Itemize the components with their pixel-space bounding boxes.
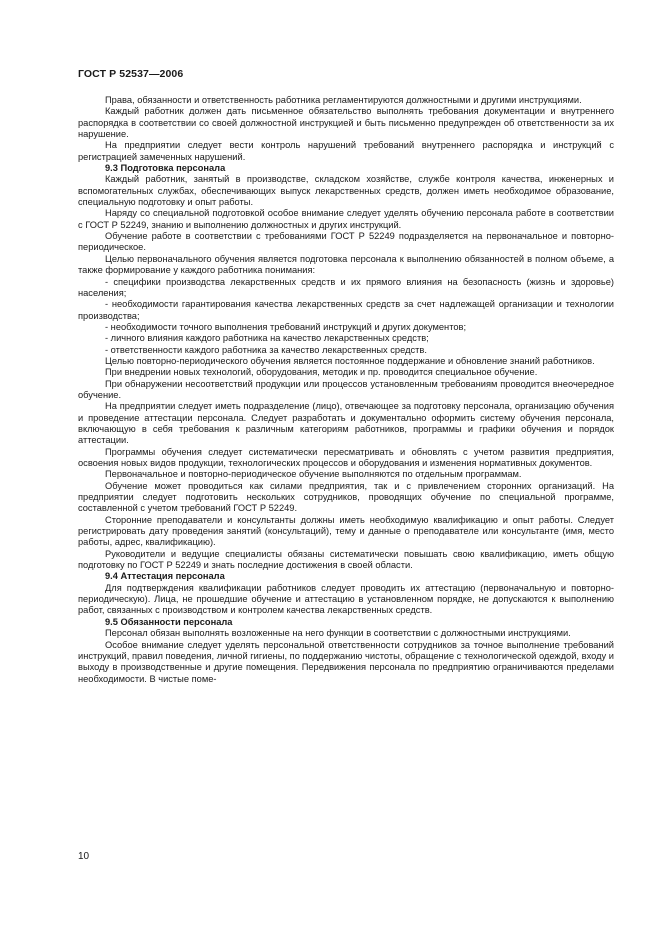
section-heading: 9.4 Аттестация персонала (105, 571, 225, 582)
paragraph: При обнаружении несоответствий продукции или процессов установленным требованиям проводится внеочередное обучение. (78, 378, 614, 400)
paragraph: Руководители и ведущие специалисты обязаны систематически повышать свою квалификацию, иметь общую подготовку по ГОСТ Р 52249 и знать последние достижения в своей области. (78, 548, 614, 571)
paragraph: Особое внимание следует уделять персональной ответственности сотрудников за точное выполнение требований инструкций, правил поведения, личной гигиены, по поддержанию чистоты, обращение с технологической одеждой, входу и выходу в производственные и другие помещения. Передвижения персонала по предприятию ограничиваются пределами необходимости. В чистые поме- (78, 639, 614, 684)
section-heading: 9.5 Обязанности персонала (105, 616, 233, 627)
paragraph: Каждый работник должен дать письменное обязательство выполнять требования документации и внутреннего распорядка в соответствии со своей должностной инструкцией и быть письменно предупрежден об ответственности за их нарушение. (78, 106, 614, 140)
paragraph: На предприятии следует вести контроль нарушений требований внутреннего распорядка и инструкций с регистрацией замеченных нарушений. (78, 140, 614, 162)
paragraph: Права, обязанности и ответственность работника регламентируются должностными и другими инструкциями. (105, 95, 582, 105)
paragraph: Целью первоначального обучения является подготовка персонала к выполнению обязанностей в полном объеме, а также формирование у каждого работника понимания: (78, 253, 614, 276)
page-number: 10 (78, 851, 90, 862)
paragraph: Обучение работе в соответствии с требованиями ГОСТ Р 52249 подразделяется на первоначальное и повторно-периодическое. (78, 231, 614, 253)
paragraph: Наряду со специальной подготовкой особое внимание следует уделять обучению персонала работе в соответствии с ГОСТ Р 52249, знанию и выполнению должностных и других инструкций. (78, 208, 614, 230)
paragraph: На предприятии следует иметь подразделение (лицо), отвечающее за подготовку персонала, организацию обучения и проведение аттестации персонала. Следует разработать и документально оформить систему обучения персонала, включающую в себя требования к различным категориям работников, программы и графики обучения и порядок аттестации. (78, 401, 614, 446)
paragraph: - специфики производства лекарственных средств и их прямого влияния на безопасность (жизнь и здоровье) населения; (78, 276, 614, 298)
page-header: ГОСТ Р 52537—2006 (78, 68, 184, 80)
paragraph: При внедрении новых технологий, оборудования, методик и пр. проводится специальное обучение. (105, 367, 538, 378)
paragraph: Целью повторно-периодического обучения является постоянное поддержание и обновление знаний работников. (105, 355, 595, 366)
document-body (78, 95, 614, 685)
paragraph: Каждый работник, занятый в производстве, складском хозяйстве, службе контроля качества, инженерных и вспомогательных службах, обеспечивающих выпуск лекарственных средств, должен иметь необходимое образование, специальную подготовку и опыт работы. (78, 174, 614, 208)
paragraph: - личного влияния каждого работника на качество лекарственных средств; (105, 333, 429, 344)
paragraph: Программы обучения следует систематически пересматривать и обновлять с учетом развития предприятия, освоения новых видов продукции, технологических процессов и оборудования и изменения нормативных документов. (78, 446, 614, 468)
paragraph: - необходимости гарантирования качества лекарственных средств за счет надлежащей организации и технологии производства; (78, 299, 614, 321)
paragraph: Сторонние преподаватели и консультанты должны иметь необходимую квалификацию и опыт работы. Следует регистрировать дату проведения занятий (консультаций), тему и данные о преподавателе или консультанте (имя, место работы, адрес, квалификацию). (78, 514, 614, 548)
paragraph: Персонал обязан выполнять возложенные на него функции в соответствии с должностными инструкциями. (105, 628, 571, 639)
paragraph: - ответственности каждого работника за качество лекарственных средств. (105, 344, 427, 355)
paragraph: Обучение может проводиться как силами предприятия, так и с привлечением сторонних организаций. На предприятии следует подготовить нескольких сотрудников, проводящих обучение по специальной программе, составленной с учетом требований ГОСТ Р 52249. (78, 480, 614, 514)
paragraph: - необходимости точного выполнения требований инструкций и других документов; (105, 321, 467, 332)
section-heading: 9.3 Подготовка персонала (105, 163, 226, 174)
paragraph: Для подтверждения квалификации работников следует проводить их аттестацию (первоначальную и повторно-периодическую). Лица, не прошедшие обучение и аттестацию в установленном порядке, не допускаются к выполнению работ, связанных с производством и контролем качества лекарственных средств. (78, 582, 614, 616)
paragraph: Первоначальное и повторно-периодическое обучение выполняются по отдельным программам. (105, 469, 522, 480)
